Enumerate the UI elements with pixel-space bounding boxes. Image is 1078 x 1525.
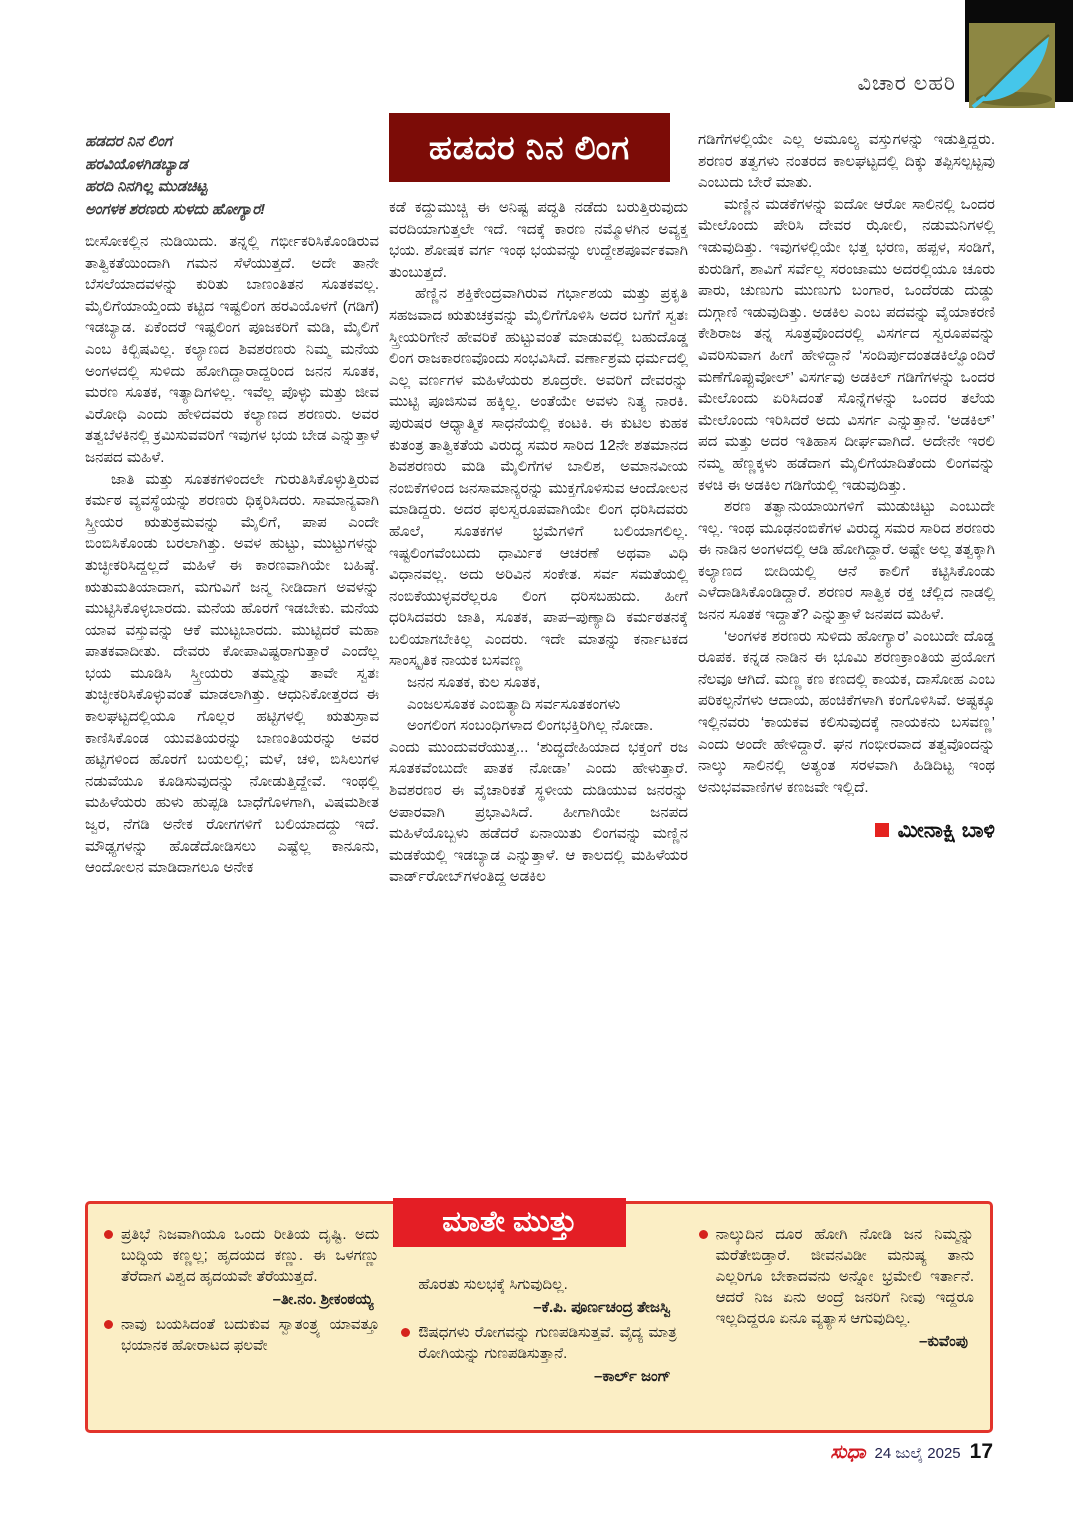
quote-item (104, 1224, 379, 1287)
poem-line: ಹರದಿ ನಿನಗಿಲ್ಲ ಮುಡಚಿಟ್ಟ (85, 178, 208, 195)
article-title: ಹಡದರ ನಿನ ಲಿಂಗ (428, 128, 631, 166)
body-paragraph: ಕಡೆ ಕದ್ದುಮುಚ್ಚಿ ಈ ಅನಿಷ್ಟ ಪದ್ಧತಿ ನಡೆದು ಬರುತ್ತಿರುವುದು ವರದಿಯಾಗುತ್ತಲೇ ಇದೆ. ಇದಕ್ಕೆ ಕಾರಣ ನಮ್ಮೊಳಗಿನ ಅವ್ಯಕ್ತ ಭಯ. ಶೋಷಕ ವರ್ಗ ಇಂಥ ಭಯವನ್ನು ಉದ್ದೇಶಪೂರ್ವಕವಾಗಿ ತುಂಬುತ್ತದೆ. (389, 199, 688, 281)
quotes-column-2 (401, 1224, 676, 1391)
quote-text: ಹೊರತು ಸುಲಭಕ್ಕೆ ಸಿಗುವುದಿಲ್ಲ. (418, 1276, 568, 1293)
quote-text: ನಾವು ಬಯಸಿದಂತೆ ಬದುಕುವ ಸ್ವಾತಂತ್ರ್ಯ ಯಾವತ್ತೂ ಭಯಾನಕ ಹೋರಾಟದ ಫಲವೇ (121, 1316, 380, 1354)
quotes-box-title-banner (393, 1198, 626, 1247)
bullet-dot-icon (401, 1328, 410, 1337)
body-paragraph: ಶರಣ ತತ್ವಾನುಯಾಯಿಗಳಿಗೆ ಮುಡುಚಿಟ್ಟು ಎಂಬುದೇ ಇಲ್ಲ. ಇಂಥ ಮೂಢನಂಬಿಕೆಗಳ ವಿರುದ್ಧ ಸಮರ ಸಾರಿದ ಶರಣರು ಈ ನಾಡಿನ ಅಂಗಳದಲ್ಲಿ ಆಡಿ ಹೋಗಿದ್ದಾರೆ. ಅಷ್ಟೇ ಅಲ್ಲ ತತ್ವಕ್ಕಾಗಿ ಕಲ್ಯಾಣದ ಬೀದಿಯಲ್ಲಿ ಆನೆ ಕಾಲಿಗೆ ಕಟ್ಟಿಸಿಕೊಂಡು ಎಳೆದಾಡಿಸಿಕೊಂಡಿದ್ದಾರೆ. ಶರಣರ ಸಾತ್ವಿಕ ರಕ್ತ ಚೆಲ್ಲಿದ ನಾಡಲ್ಲಿ ಜನನ ಸೂತಕ ಇದ್ದಾತೆ? ಎನ್ನುತ್ತಾಳೆ ಜನಪದ ಮಹಿಳೆ. (698, 498, 995, 624)
quotes-column-3 (699, 1224, 974, 1391)
verse-line: ಜನನ ಸೂತಕ, ಕುಲ ಸೂತಕ, (407, 674, 541, 692)
magazine-name: ಸುಧಾ (830, 1442, 866, 1463)
vachana-verse (389, 672, 688, 737)
article-column-1 (85, 131, 379, 879)
body-paragraph: ಎಂದು ಮುಂದುವರೆಯುತ್ತ... ‘ಶುದ್ಧದೇಹಿಯಾದ ಭಕ್ತಂಗೆ ರಜ ಸೂತಕವೆಂಬುದೇ ಪಾತಕ ನೋಡಾ’ ಎಂದು ಹೇಳುತ್ತಾರೆ. ಶಿವಶರಣರ ಈ ವೈಚಾರಿಕತೆ ಸ್ಥಳೀಯ ದುಡಿಯುವ ಜನರನ್ನು ಅಪಾರವಾಗಿ ಪ್ರಭಾವಿಸಿದೆ. ಹೀಗಾಗಿಯೇ ಜನಪದ ಮಹಿಳೆಯೊಬ್ಬಳು ಹಡೆದರೆ ಏನಾಯಿತು ಲಿಂಗವನ್ನು ಮಣ್ಣಿನ ಮಡಕೆಯಲ್ಲಿ ಇಡಬ್ಯಾಡ ಎನ್ನುತ್ತಾಳೆ. ಆ ಕಾಲದಲ್ಲಿ ಮಹಿಳೆಯರ ವಾರ್ಡ್‌ರೋಬ್‌ಗಳಂತಿದ್ದ ಅಡಕಿಲ (389, 738, 688, 886)
quote-item (699, 1224, 974, 1329)
poem-line: ಹಡದರ ನಿನ ಲಿಂಗ (85, 133, 172, 150)
bullet-dot-icon (104, 1230, 113, 1239)
issue-date: 24 ಜುಲೈ 2025 (874, 1445, 961, 1462)
quote-author: –ಕಾರ್ಲ್ ಜಂಗ್ (594, 1368, 671, 1385)
quote-author: –ತೀ.ನಂ. ಶ್ರೀಕಂಠಯ್ಯ (272, 1291, 374, 1308)
quote-text: ಔಷಧಗಳು ರೋಗವನ್ನು ಗುಣಪಡಿಸುತ್ತವೆ. ವೈದ್ಯ ಮಾತ್ರ ರೋಗಿಯನ್ನು ಗುಣಪಡಿಸುತ್ತಾನೆ. (418, 1324, 677, 1362)
byline-marker-icon (875, 823, 889, 837)
quote-item (401, 1322, 676, 1364)
article-title-box (389, 113, 670, 182)
poem-line: ಅಂಗಳಕ ಶರಣರು ಸುಳದು ಹೋಗ್ಯಾರ! (85, 200, 266, 218)
verse-line: ಎಂಜಲಸೂತಕ ಎಂಬಿತ್ಯಾದಿ ಸರ್ವಸೂತಕಂಗಳು (407, 695, 621, 713)
bullet-dot-icon (104, 1320, 113, 1329)
body-paragraph: ಗಡಿಗೆಗಳಲ್ಲಿಯೇ ಎಲ್ಲ ಅಮೂಲ್ಯ ವಸ್ತುಗಳನ್ನು ಇಡುತ್ತಿದ್ದರು. ಶರಣರ ತತ್ವಗಳು ನಂತರದ ಕಾಲಘಟ್ಟದಲ್ಲಿ ದಿಕ್ಕು ತಪ್ಪಿಸಲ್ಪಟ್ಟವು ಎಂಬುದು ಬೇರೆ ಮಾತು. (698, 131, 995, 192)
body-paragraph: ಬೀಸೋಕಲ್ಲಿನ ನುಡಿಯಿದು. ತನ್ನಲ್ಲಿ ಗರ್ಭೀಕರಿಸಿಕೊಂಡಿರುವ ತಾತ್ವಿಕತೆಯಿಂದಾಗಿ ಗಮನ ಸೆಳೆಯುತ್ತದೆ. ಅದೇ ತಾನೇ ಬೆಸಲೆಯಾದವಳನ್ನು ಕುರಿತು ಬಾಣಂತಿತನ ಸೂತಕವಲ್ಲ. ಮೈಲಿಗೆಯಾಯ್ತೆಂದು ಕಟ್ಟಿದ ಇಷ್ಟಲಿಂಗ ಹರವಿಯೊಳಗೆ (ಗಡಿಗೆ) ಇಡಬ್ಯಾಡ. ಏಕೆಂದರೆ ಇಷ್ಟಲಿಂಗ ಪೂಜಕರಿಗೆ ಮಡಿ, ಮೈಲಿಗೆ ಎಂಬ ಕಿಲ್ಬಿಷವಿಲ್ಲ. ಕಲ್ಯಾಣದ ಶಿವಶರಣರು ನಿಮ್ಮ ಮನೆಯ ಅಂಗಳದಲ್ಲಿ ಸುಳಿದು ಹೋಗಿದ್ದಾರಾದ್ದರಿಂದ ಜನನ ಸೂತಕ, ಮರಣ ಸೂತಕ, ಇತ್ಯಾದಿಗಳಿಲ್ಲ. ಇವೆಲ್ಲ ಪೊಳ್ಳು ಮತ್ತು ಜೀವ ವಿರೋಧಿ ಎಂದು ಹೇಳಿದವರು ಕಲ್ಯಾಣದ ಶರಣರು. ಅವರ ತತ್ವಬೆಳಕಿನಲ್ಲಿ ಕ್ರಮಿಸುವವರಿಗೆ ಇವುಗಳ ಭಯ ಬೇಡ ಎನ್ನುತ್ತಾಳೆ ಜನಪದ ಮಹಿಳೆ. (85, 233, 379, 466)
quote-text: ಪ್ರತಿಭೆ ನಿಜವಾಗಿಯೂ ಒಂದು ರೀತಿಯ ದೃಷ್ಟಿ. ಅದು ಬುದ್ಧಿಯ ಕಣ್ಣಲ್ಲ; ಹೃದಯದ ಕಣ್ಣು. ಈ ಒಳಗಣ್ಣು ತೆರೆದಾಗ ವಿಶ್ವದ ಹೃದಯವೇ ತೆರೆಯುತ್ತದೆ. (121, 1226, 380, 1285)
article-epigraph-poem (85, 131, 379, 221)
body-paragraph: ‘ಅಂಗಳಕ ಶರಣರು ಸುಳಿದು ಹೋಗ್ಯಾರ’ ಎಂಬುದೇ ದೊಡ್ಡ ರೂಪಕ. ಕನ್ನಡ ನಾಡಿನ ಈ ಭೂಮಿ ಶರಣಕ್ರಾಂತಿಯ ಪ್ರಯೋಗ ನೆಲವೂ ಆಗಿದೆ. ಮಣ್ಣ ಕಣ ಕಣದಲ್ಲಿ ಕಾಯಕ, ದಾಸೋಹ ಎಂಬ ಪರಿಕಲ್ಪನೆಗಳು ಆದಾಯ, ಹಂಚಿಕೆಗಳಾಗಿ ಕಂಗೊಳಿಸಿವೆ. ಅಷ್ಟಕ್ಕೂ ಇಲ್ಲಿನವರು ‘ಕಾಯಕವ ಕಲಿಸುವುದಕ್ಕೆ ನಾಯಕನು ಬಸವಣ್ಣ’ ಎಂದು ಅಂದೇ ಹೇಳಿದ್ದಾರೆ. ಘನ ಗಂಭೀರವಾದ ತತ್ವವೊಂದನ್ನು ನಾಲ್ಕು ಸಾಲಿನಲ್ಲಿ ಅತ್ಯಂತ ಸರಳವಾಗಿ ಹಿಡಿದಿಟ್ಟ ಇಂಥ ಅನುಭವವಾಣಿಗಳ ಕಣಜವೇ ಇಲ್ಲಿದೆ. (698, 627, 995, 796)
bullet-dot-icon (699, 1230, 708, 1239)
quote-text: ನಾಲ್ಕುದಿನ ದೂರ ಹೋಗಿ ನೋಡಿ ಜನ ನಿಮ್ಮನ್ನು ಮರೆತೇಬಿಡ್ತಾರೆ. ಜೀವನವಿಡೀ ಮನುಷ್ಯ ತಾನು ಎಲ್ಲರಿಗೂ ಬೇಕಾದವನು ಅನ್ನೋ ಭ್ರಮೇಲಿ ಇರ್ತಾನೆ. ಆದರೆ ನಿಜ ಏನು ಅಂದ್ರೆ ಜನರಿಗೆ ನೀವು ಇದ್ದರೂ ಇಲ್ಲದಿದ್ದರೂ ಏನೂ ವ್ಯತ್ಯಾಸ ಆಗುವುದಿಲ್ಲ. (715, 1226, 974, 1327)
article-column-3 (698, 129, 995, 842)
poem-line: ಹರವಿಯೊಳಗಿಡಬ್ಯಾಡ (85, 155, 188, 173)
quotes-column-1 (104, 1224, 379, 1391)
quote-item (104, 1314, 379, 1356)
quill-feather-icon (969, 23, 1055, 108)
author-name: ಮೀನಾಕ್ಷಿ ಬಾಳಿ (897, 819, 995, 843)
quote-author: –ಕುವೆಂಪು (919, 1333, 968, 1350)
body-paragraph: ಹೆಣ್ಣಿನ ಶಕ್ತಿಕೇಂದ್ರವಾಗಿರುವ ಗರ್ಭಾಶಯ ಮತ್ತು ಪ್ರಕೃತಿ ಸಹಜವಾದ ಋತುಚಕ್ರವನ್ನು ಮೈಲಿಗೆಗೊಳಿಸಿ ಅದರ ಬಗೆಗೆ ಸ್ವತಃ ಸ್ತ್ರೀಯರಿಗೇನೆ ಹೇವರಿಕೆ ಹುಟ್ಟುವಂತೆ ಮಾಡುವಲ್ಲಿ ಬಹುದೊಡ್ಡ ಲಿಂಗ ರಾಜಕಾರಣವೊಂದು ಸಂಭವಿಸಿದೆ. ವರ್ಣಾಶ್ರಮ ಧರ್ಮದಲ್ಲಿ ಎಲ್ಲ ವರ್ಣಗಳ ಮಹಿಳೆಯರು ಶೂದ್ರರೇ. ಅವರಿಗೆ ದೇವರನ್ನು ಮುಟ್ಟಿ ಪೂಜಿಸುವ ಹಕ್ಕಿಲ್ಲ. ಅಂತೆಯೇ ಅವಳು ನಿತ್ಯ ನಾರಕಿ. ಪುರುಷರ ಆಧ್ಯಾತ್ಮಿಕ ಸಾಧನೆಯಲ್ಲಿ ಕಂಟಕಿ. ಈ ಕುಟಿಲ ಕುಹಕ ಕುತಂತ್ರ ತಾತ್ವಿಕತೆಯ ವಿರುದ್ಧ ಸಮರ ಸಾರಿದ 12ನೇ ಶತಮಾನದ ಶಿವಶರಣರು ಮಡಿ ಮೈಲಿಗೆಗಳ ಬಾಲಿಶ, ಅಮಾನವೀಯ ನಂಬಿಕೆಗಳಿಂದ ಜನಸಾಮಾನ್ಯರನ್ನು ಮುಕ್ತಗೊಳಿಸುವ ಆಂದೋಲನ ಮಾಡಿದ್ದರು. ಅದರ ಫಲಸ್ವರೂಪವಾಗಿಯೇ ಲಿಂಗ ಧರಿಸಿದವರು ಹೊಲೆ, ಸೂತಕಗಳ ಭ್ರಮೆಗಳಿಗೆ ಬಲಿಯಾಗಲಿಲ್ಲ. ಇಷ್ಟಲಿಂಗವೆಂಬುದು ಧಾರ್ಮಿಕ ಆಚರಣೆ ಅಥವಾ ವಿಧಿ ವಿಧಾನವಲ್ಲ. ಅದು ಅರಿವಿನ ಸಂಕೇತ. ಸರ್ವ ಸಮತೆಯಲ್ಲಿ ನಂಬಿಕೆಯುಳ್ಳವರೆಲ್ಲರೂ ಲಿಂಗ ಧರಿಸಬಹುದು. ಹೀಗೆ ಧರಿಸಿದವರು ಜಾತಿ, ಸೂತಕ, ಪಾಪ–ಪುಣ್ಯಾದಿ ಕರ್ಮಠತನಕ್ಕೆ ಬಲಿಯಾಗಬೇಕಿಲ್ಲ ಎಂದರು. ಇದೇ ಮಾತನ್ನು ಕರ್ನಾಟಕದ ಸಾಂಸ್ಕೃತಿಕ ನಾಯಕ ಬಸವಣ್ಣ (389, 285, 688, 670)
quote-author: –ಕೆ.ಪಿ. ಪೂರ್ಣಚಂದ್ರ ತೇಜಸ್ವಿ (533, 1299, 671, 1316)
page-footer (830, 1440, 993, 1464)
byline (698, 820, 995, 842)
body-paragraph: ಜಾತಿ ಮತ್ತು ಸೂತಕಗಳಿಂದಲೇ ಗುರುತಿಸಿಕೊಳ್ಳುತ್ತಿರುವ ಕರ್ಮಠ ವ್ಯವಸ್ಥೆಯನ್ನು ಶರಣರು ಧಿಕ್ಕರಿಸಿದರು. ಸಾಮಾನ್ಯವಾಗಿ ಸ್ತ್ರೀಯರ ಋತುಕ್ರಮವನ್ನು ಮೈಲಿಗೆ, ಪಾಪ ಎಂದೇ ಬಿಂಬಿಸಿಕೊಂಡು ಬರಲಾಗಿತ್ತು. ಅವಳ ಹುಟ್ಟು, ಮುಟ್ಟುಗಳನ್ನು ತುಚ್ಛೀಕರಿಸಿದ್ದಲ್ಲದೆ ಮಹಿಳೆ ಈ ಕಾರಣವಾಗಿಯೇ ಬಹಿಷ್ಠೆ. ಋತುಮತಿಯಾದಾಗ, ಮಗುವಿಗೆ ಜನ್ಮ ನೀಡಿದಾಗ ಅವಳನ್ನು ಮುಟ್ಟಿಸಿಕೊಳ್ಳಬಾರದು. ಮನೆಯ ಹೊರಗೆ ಇಡಬೇಕು. ಮನೆಯ ಯಾವ ವಸ್ತುವನ್ನು ಆಕೆ ಮುಟ್ಟಬಾರದು. ಮುಟ್ಟಿದರೆ ಮಹಾ ಪಾತಕವಾದೀತು. ದೇವರು ಕೋಪಾವಿಷ್ಟರಾಗುತ್ತಾರೆ ಎಂದೆಲ್ಲ ಭಯ ಮೂಡಿಸಿ ಸ್ತ್ರೀಯರು ತಮ್ಮನ್ನು ತಾವೇ ಸ್ವತಃ ತುಚ್ಛೀಕರಿಸಿಕೊಳ್ಳುವಂತೆ ಮಾಡಲಾಗಿತ್ತು. ಆಧುನಿಕೋತ್ತರದ ಈ ಕಾಲಘಟ್ಟದಲ್ಲಿಯೂ ಗೊಲ್ಲರ ಹಟ್ಟಿಗಳಲ್ಲಿ ಋತುಸ್ರಾವ ಕಾಣಿಸಿಕೊಂಡ ಯುವತಿಯರನ್ನು ಬಾಣಂತಿಯರನ್ನು ಅವರ ಹಟ್ಟಿಗಳಿಂದ ಹೊರಗೆ ಬಯಲಲ್ಲಿ; ಮಳೆ, ಚಳಿ, ಬಿಸಿಲುಗಳ ನಡುವೆಯೂ ಕೂಡಿಸುವುದನ್ನು ನೋಡುತ್ತಿದ್ದೇವೆ. ಇಂಥಲ್ಲಿ ಮಹಿಳೆಯರು ಹುಳು ಹುಪ್ಪಡಿ ಬಾಧೆಗೊಳಗಾಗಿ, ವಿಷಮಶೀತ ಜ್ವರ, ನೆಗಡಿ ಅನೇಕ ರೋಗಗಳಿಗೆ ಬಲಿಯಾದದ್ದು ಇದೆ. ಮೌಢ್ಯಗಳನ್ನು ಹೊಡೆದೋಡಿಸಲು ಎಷ್ಟೆಲ್ಲ ಕಾನೂನು, ಆಂದೋಲನ ಮಾಡಿದಾಗಲೂ ಅನೇಕ (85, 470, 379, 877)
section-title: ವಿಚಾರ ಲಹರಿ (857, 72, 956, 95)
quote-item (401, 1274, 676, 1295)
verse-line: ಅಂಗಲಿಂಗ ಸಂಬಂಧಿಗಳಾದ ಲಿಂಗಭಕ್ತಿರಿಗಿಲ್ಲ ನೋಡಾ. (407, 717, 654, 735)
body-paragraph: ಮಣ್ಣಿನ ಮಡಕೆಗಳನ್ನು ಐದೋ ಆರೋ ಸಾಲಿನಲ್ಲಿ ಒಂದರ ಮೇಲೊಂದು ಪೇರಿಸಿ ದೇವರ ಝೋಲಿ, ನಡುಮನಿಗಳಲ್ಲಿ ಇಡುವುದಿತ್ತು. ಇವುಗಳಲ್ಲಿಯೇ ಭತ್ತ ಭರಣ, ಹಪ್ಪಳ, ಸಂಡಿಗೆ, ಕುರುಡಿಗೆ, ಶಾವಿಗೆ ಸರ್ವೆಲ್ಲ ಸರಂಜಾಮು ಅದರಲ್ಲಿಯೂ ಚೂರು ಪಾರು, ಚುಣುಗು ಮುಣುಗು ಬಂಗಾರ, ಒಂದೆರಡು ದುಡ್ಡು ದುಗ್ಗಾಣಿ ಇಡುವುದಿತ್ತು. ಅಡಕಿಲ ಎಂಬ ಪದವನ್ನು ವೈಯಾಕರಣಿ ಕೇಶಿರಾಜ ತನ್ನ ಸೂತ್ರವೊಂದರಲ್ಲಿ ವಿಸರ್ಗದ ಸ್ವರೂಪವನ್ನು ವಿವರಿಸುವಾಗ ಹೀಗೆ ಹೇಳಿದ್ದಾನೆ ‘ಸಂದಿರ್ಪುದಂತಡಕಿಲ್ವೊಂದಿರೆ ಮಣೆಗೊಪ್ಪುವೋಲ್’ ವಿಸರ್ಗವು ಅಡಕಿಲ್ ಗಡಿಗೆಗಳನ್ನು ಒಂದರ ಮೇಲೊಂದು ಏರಿಸಿದಂತೆ ಸೊನ್ನೆಗಳನ್ನು ಒಂದರ ತಲೆಯ ಮೇಲೊಂದು ಇರಿಸಿದರೆ ಅದು ವಿಸರ್ಗ ಎನ್ನುತ್ತಾನೆ. ‘ಅಡಕಿಲ್’ ಪದ ಮತ್ತು ಅದರ ಇತಿಹಾಸ ದೀರ್ಘವಾಗಿದೆ. ಅದೇನೇ ಇರಲಿ ನಮ್ಮ ಹೆಣ್ಣಕ್ಕಳು ಹಡೆದಾಗ ಮೈಲಿಗೆಯಾದಿತೆಂದು ಲಿಂಗವನ್ನು ಕಳಚಿ ಈ ಅಡಕಿಲ ಗಡಿಗೆಯಲ್ಲಿ ಇಡುವುದಿತ್ತು. (698, 195, 995, 494)
page-number: 17 (969, 1440, 993, 1463)
article-column-2 (389, 113, 688, 888)
quotes-box-title: ಮಾತೇ ಮುತ್ತು (442, 1206, 577, 1238)
quotes-box (85, 1201, 993, 1433)
section-logo (965, 0, 1073, 102)
